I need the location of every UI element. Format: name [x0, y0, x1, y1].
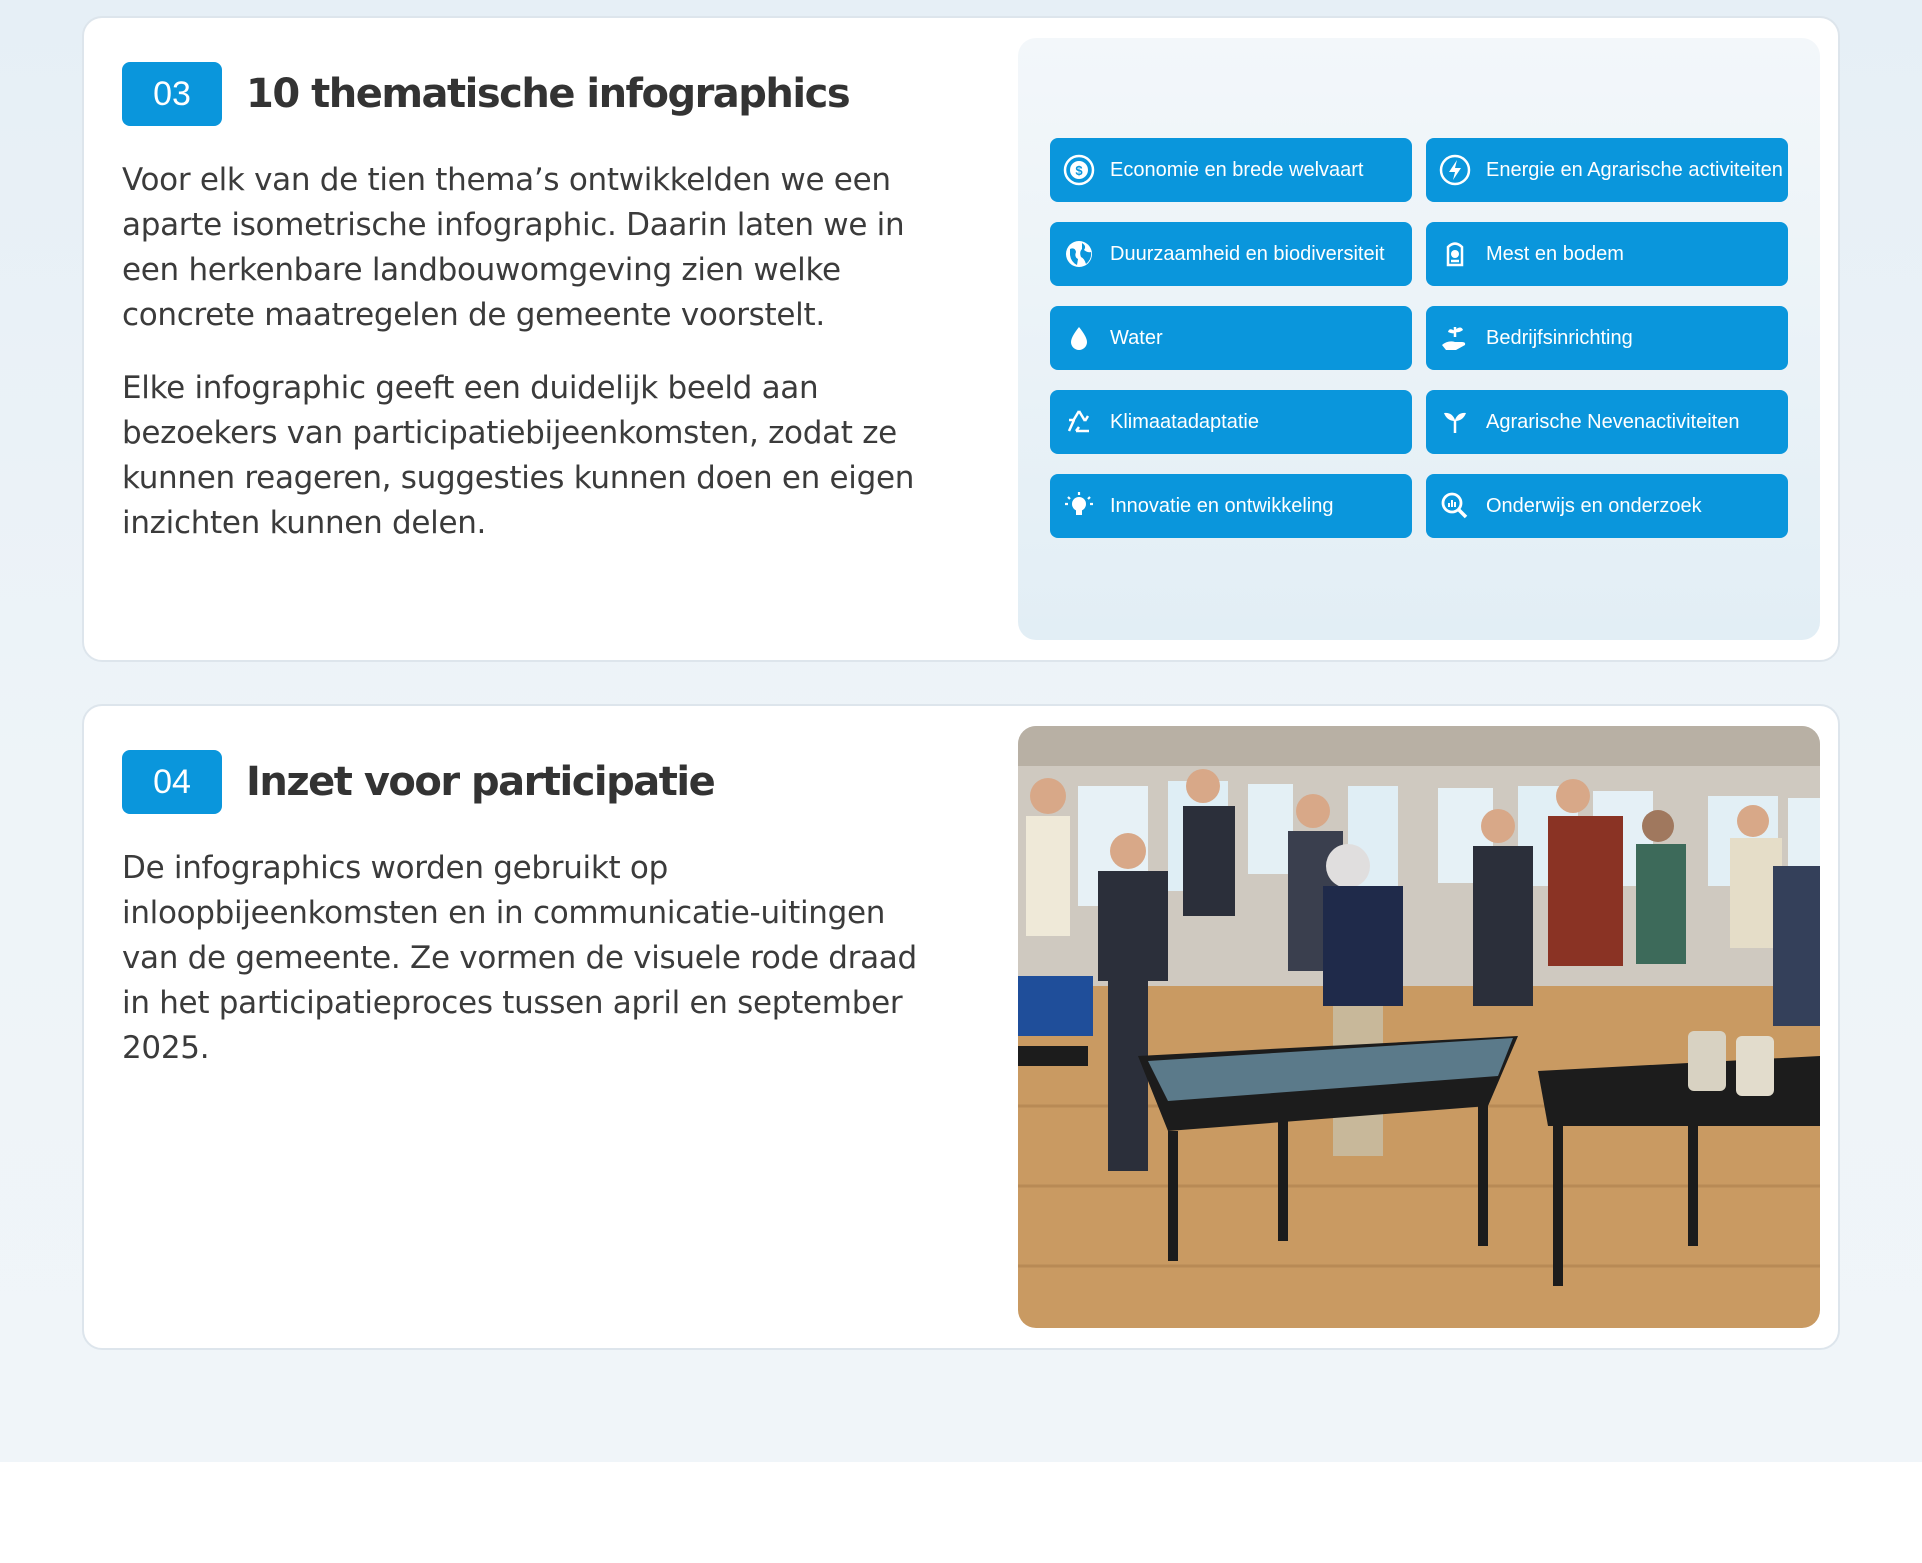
- theme-label: Water: [1110, 326, 1163, 349]
- themes-panel: [1018, 38, 1820, 640]
- section-card-infographics: [82, 16, 1840, 662]
- search-chart-icon: [1438, 489, 1472, 523]
- theme-label: Energie en Agrarische activiteiten: [1486, 158, 1783, 181]
- droplet-icon: [1062, 321, 1096, 355]
- section-paragraph: Voor elk van de tien thema’s ontwikkelden we een aparte isometrische infographic. Daarin laten we in een herkenbare landbouwomgeving zien welke concrete maatregelen de gemeente voorstelt.: [122, 162, 905, 333]
- globe-icon: [1062, 237, 1096, 271]
- theme-label: Duurzaamheid en biodiversiteit: [1110, 242, 1385, 265]
- theme-label: Innovatie en ontwikkeling: [1110, 494, 1334, 517]
- theme-button-klimaatadaptatie[interactable]: [1050, 390, 1412, 454]
- theme-button-energie[interactable]: [1426, 138, 1788, 202]
- lightbulb-icon: [1062, 489, 1096, 523]
- theme-label: Klimaatadaptatie: [1110, 410, 1259, 433]
- section-card-participatie: [82, 704, 1840, 1350]
- section-number-badge: 04: [122, 750, 222, 814]
- sprout-icon: [1438, 405, 1472, 439]
- section-paragraph: Elke infographic geeft een duidelijk beeld aan bezoekers van participatiebijeenkomsten, zodat ze kunnen reageren, suggesties kunnen doen en eigen inzichten kunnen delen.: [122, 370, 915, 541]
- theme-button-mest[interactable]: [1426, 222, 1788, 286]
- section-title: Inzet voor participatie: [246, 759, 715, 805]
- theme-label: Mest en bodem: [1486, 242, 1624, 265]
- recycle-icon: [1062, 405, 1096, 439]
- silo-icon: [1438, 237, 1472, 271]
- theme-button-bedrijfsinrichting[interactable]: [1426, 306, 1788, 370]
- participation-event-photo: [1018, 726, 1820, 1328]
- section-number-badge: 03: [122, 62, 222, 126]
- theme-label: Economie en brede welvaart: [1110, 158, 1364, 181]
- theme-label: Bedrijfsinrichting: [1486, 326, 1633, 349]
- section-title: 10 thematische infographics: [246, 71, 850, 117]
- lightning-icon: [1438, 153, 1472, 187]
- theme-button-onderwijs[interactable]: [1426, 474, 1788, 538]
- theme-label: Onderwijs en onderzoek: [1486, 494, 1702, 517]
- theme-label: Agrarische Nevenactiviteiten: [1486, 410, 1740, 433]
- coin-icon: [1062, 153, 1096, 187]
- theme-button-innovatie[interactable]: [1050, 474, 1412, 538]
- theme-button-water[interactable]: [1050, 306, 1412, 370]
- theme-button-duurzaamheid[interactable]: [1050, 222, 1412, 286]
- svg-text:$: $: [1075, 163, 1083, 178]
- section-paragraph: De infographics worden gebruikt op inloopbijeenkomsten en in communicatie-uitingen van de gemeente. Ze vormen de visuele rode draad in het participatieproces tussen april en september 2025.: [122, 850, 917, 1066]
- theme-button-nevenactiviteiten[interactable]: [1426, 390, 1788, 454]
- hand-plant-icon: [1438, 321, 1472, 355]
- theme-button-economie[interactable]: [1050, 138, 1412, 202]
